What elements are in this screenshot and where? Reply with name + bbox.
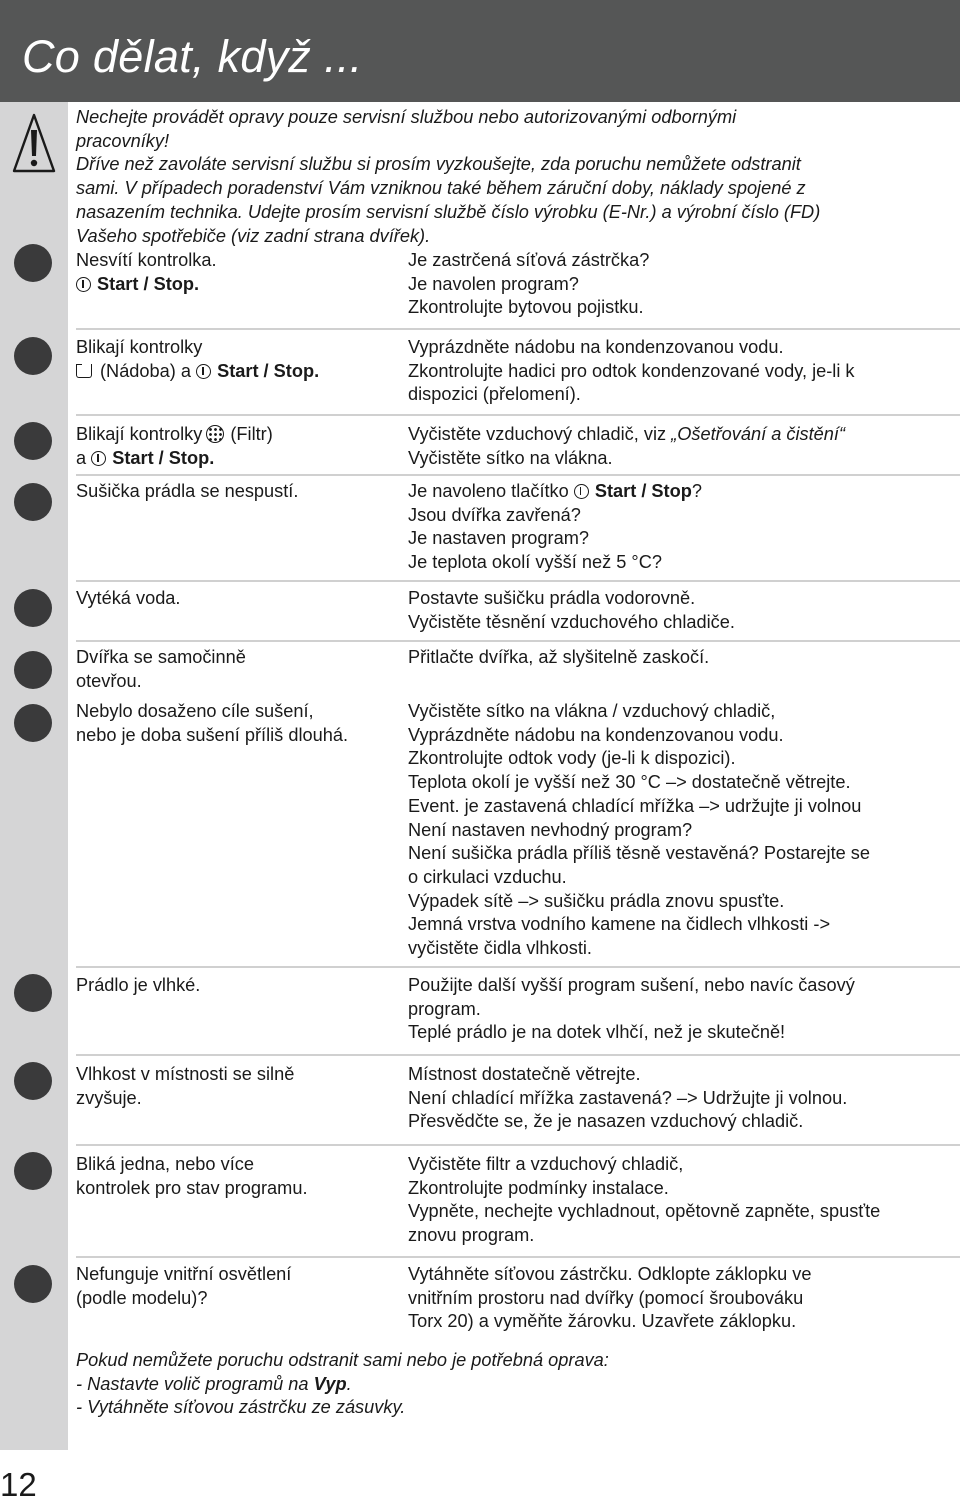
start-stop-label: Start / Stop. xyxy=(112,447,215,468)
row-divider xyxy=(76,328,960,330)
bullet-icon xyxy=(14,704,52,742)
problem-line: Blikají kontrolky xyxy=(76,337,203,357)
intro-text xyxy=(76,106,820,248)
solution-line: Je teplota okolí vyšší než 5 °C? xyxy=(408,552,662,573)
solution-line: o cirkulaci vzduchu. xyxy=(408,866,567,887)
row-divider xyxy=(76,1054,960,1056)
solution-line: Vyčistěte těsnění vzduchového chladiče. xyxy=(408,611,735,632)
container-icon xyxy=(76,364,92,378)
solution-line: program. xyxy=(408,998,481,1019)
power-icon xyxy=(76,277,91,292)
intro-line: Nechejte provádět opravy pouze servisní službou nebo autorizovanými odbornými xyxy=(76,107,737,127)
solution-line: Vyčistěte filtr a vzduchový chladič, xyxy=(408,1154,684,1174)
solution-line: Vyprázdněte nádobu na kondenzovanou vodu. xyxy=(408,337,784,357)
bullet-icon xyxy=(14,244,52,282)
bullet-icon xyxy=(14,422,52,460)
solution-cell xyxy=(408,587,735,634)
solution-line: Není chladící mřížka zastavená? –> Udržujte ji volnou. xyxy=(408,1087,848,1108)
bullet-icon xyxy=(14,1152,52,1190)
solution-line: Je navoleno tlačítko xyxy=(408,481,569,501)
problem-line: Prádlo je vlhké. xyxy=(76,975,201,995)
solution-line: znovu program. xyxy=(408,1225,535,1246)
solution-line: ? xyxy=(691,481,702,501)
row-divider xyxy=(76,1256,960,1258)
intro-line: pracovníky! xyxy=(76,130,169,151)
problem-line: nebo je doba sušení příliš dlouhá. xyxy=(76,724,348,745)
solution-cell xyxy=(408,480,702,575)
problem-line: Bliká jedna, nebo více xyxy=(76,1154,254,1174)
problem-cell xyxy=(76,587,180,611)
intro-line: Dříve než zavoláte servisní službu si prosím vyzkoušejte, zda poruchu nemůžete odstranit xyxy=(76,154,801,175)
power-icon xyxy=(196,364,211,379)
problem-cell xyxy=(76,423,273,470)
solution-line: Jsou dvířka zavřená? xyxy=(408,504,581,525)
problem-cell xyxy=(76,1153,308,1200)
filter-icon xyxy=(206,425,224,443)
solution-line: Torx 20) a vyměňte žárovku. Uzavřete záklopku. xyxy=(408,1311,797,1332)
solution-line: Zkontrolujte bytovou pojistku. xyxy=(408,297,644,318)
row-divider xyxy=(76,580,960,582)
solution-line: Je nastaven program? xyxy=(408,528,589,549)
solution-cell xyxy=(408,249,649,320)
problem-cell xyxy=(76,974,200,998)
problem-cell xyxy=(76,249,217,296)
problem-line: zvyšuje. xyxy=(76,1087,142,1108)
footer-line: Pokud nemůžete poruchu odstranit sami nebo je potřebná oprava: xyxy=(76,1350,609,1370)
solution-line: Není nastaven nevhodný program? xyxy=(408,819,693,840)
warning-icon xyxy=(12,112,56,174)
solution-line: Vyčistěte sítko na vlákna / vzduchový chladič, xyxy=(408,701,776,721)
bullet-icon xyxy=(14,651,52,689)
footer-line: - Nastavte volič programů na xyxy=(76,1373,314,1394)
problem-cell xyxy=(76,336,319,383)
footer-line: - Vytáhněte síťovou zástrčku ze zásuvky. xyxy=(76,1397,406,1418)
problem-line: Vlhkost v místnosti se silně xyxy=(76,1064,295,1084)
solution-line: Je zastrčená síťová zástrčka? xyxy=(408,250,650,270)
solution-cell xyxy=(408,423,845,470)
solution-line: Jemná vrstva vodního kamene na čidlech vlhkosti -> xyxy=(408,914,831,935)
solution-line: Je navolen program? xyxy=(408,273,579,294)
problem-line: (Nádoba) a xyxy=(100,360,191,381)
solution-cell xyxy=(408,1153,880,1248)
off-setting-label: Vyp xyxy=(313,1373,347,1394)
bullet-icon xyxy=(14,1062,52,1100)
problem-cell xyxy=(76,700,348,747)
problem-line: a xyxy=(76,447,87,468)
solution-line: Vytáhněte síťovou zástrčku. Odklopte záklopku ve xyxy=(408,1264,812,1284)
solution-line: Teplé prádlo je na dotek vlhčí, než je skutečně! xyxy=(408,1022,786,1043)
solution-line: Přesvědčte se, že je nasazen vzduchový chladič. xyxy=(408,1111,804,1132)
footer-note xyxy=(76,1349,609,1420)
start-stop-label: Start / Stop. xyxy=(217,360,320,381)
solution-line: Výpadek sítě –> sušičku prádla znovu spusťte. xyxy=(408,890,785,911)
start-stop-label: Start / Stop. xyxy=(97,273,200,294)
row-divider xyxy=(76,966,960,968)
section-reference: „Ošetřování a čistění“ xyxy=(671,424,846,444)
problem-line: Nesvítí kontrolka. xyxy=(76,250,217,270)
start-stop-label: Start / Stop xyxy=(594,481,692,501)
solution-line: Vypněte, nechejte vychladnout, opětovně zapněte, spusťte xyxy=(408,1201,881,1222)
solution-line: Zkontrolujte hadici pro odtok kondenzované vody, je-li k xyxy=(408,360,855,381)
intro-line: sami. V případech poradenství Vám vzniknou také během záruční doby, náklady spojené z xyxy=(76,178,806,199)
bullet-icon xyxy=(14,337,52,375)
problem-line: (podle modelu)? xyxy=(76,1287,208,1308)
solution-line: vyčistěte čidla vlhkosti. xyxy=(408,938,592,959)
problem-cell xyxy=(76,646,246,693)
power-icon xyxy=(91,451,106,466)
solution-line: Event. je zastavená chladící mřížka –> udržujte ji volnou xyxy=(408,795,862,816)
solution-line: Zkontrolujte odtok vody (je-li k dispozici). xyxy=(408,748,736,769)
row-divider xyxy=(76,640,960,642)
solution-line: Vyčistěte sítko na vlákna. xyxy=(408,447,613,468)
footer-line: . xyxy=(346,1373,352,1394)
problem-line: otevřou. xyxy=(76,670,142,691)
solution-cell xyxy=(408,1263,811,1334)
solution-cell xyxy=(408,646,709,670)
solution-line: Místnost dostatečně větrejte. xyxy=(408,1064,641,1084)
row-divider xyxy=(76,474,960,476)
problem-line: Nefunguje vnitřní osvětlení xyxy=(76,1264,292,1284)
problem-cell xyxy=(76,1063,294,1110)
problem-line: Dvířka se samočinně xyxy=(76,647,246,667)
power-icon xyxy=(574,484,589,499)
problem-line: Blikají kontrolky xyxy=(76,424,203,444)
header-bar xyxy=(0,0,960,102)
problem-line: (Filtr) xyxy=(230,424,273,444)
page-number: 12 xyxy=(0,1466,37,1503)
row-divider xyxy=(76,414,960,416)
solution-line: Teplota okolí je vyšší než 30 °C –> dostatečně větrejte. xyxy=(408,772,851,793)
bullet-icon xyxy=(14,974,52,1012)
solution-line: vnitřním prostoru nad dvířky (pomocí šroubováku xyxy=(408,1287,804,1308)
solution-cell xyxy=(408,336,855,407)
solution-line: Zkontrolujte podmínky instalace. xyxy=(408,1177,669,1198)
problem-line: Vytéká voda. xyxy=(76,588,181,608)
solution-cell xyxy=(408,1063,847,1134)
problem-line: Sušička prádla se nespustí. xyxy=(76,481,299,501)
problem-cell xyxy=(76,480,298,504)
bullet-icon xyxy=(14,483,52,521)
intro-line: Vašeho spotřebiče (viz zadní strana dvířek). xyxy=(76,225,431,246)
page-title: Co dělat, když ... xyxy=(22,31,363,82)
solution-line: Použijte další vyšší program sušení, nebo navíc časový xyxy=(408,975,855,995)
solution-cell xyxy=(408,700,870,961)
solution-line: Vyprázdněte nádobu na kondenzovanou vodu. xyxy=(408,724,784,745)
solution-line: Není sušička prádla příliš těsně vestavěná? Postarejte se xyxy=(408,843,871,864)
solution-line: Přitlačte dvířka, až slyšitelně zaskočí. xyxy=(408,647,710,667)
problem-cell xyxy=(76,1263,291,1310)
problem-line: Nebylo dosaženo cíle sušení, xyxy=(76,701,314,721)
solution-cell xyxy=(408,974,855,1045)
solution-line: dispozici (přelomení). xyxy=(408,384,581,405)
sidebar-strip xyxy=(0,102,68,1450)
problem-line: kontrolek pro stav programu. xyxy=(76,1177,308,1198)
row-divider xyxy=(76,1144,960,1146)
bullet-icon xyxy=(14,1265,52,1303)
bullet-icon xyxy=(14,589,52,627)
solution-line: Vyčistěte vzduchový chladič, viz xyxy=(408,424,672,444)
solution-line: Postavte sušičku prádla vodorovně. xyxy=(408,588,696,608)
intro-line: nasazením technika. Udejte prosím servisní službě číslo výrobku (E-Nr.) a výrobní číslo (FD) xyxy=(76,201,821,222)
